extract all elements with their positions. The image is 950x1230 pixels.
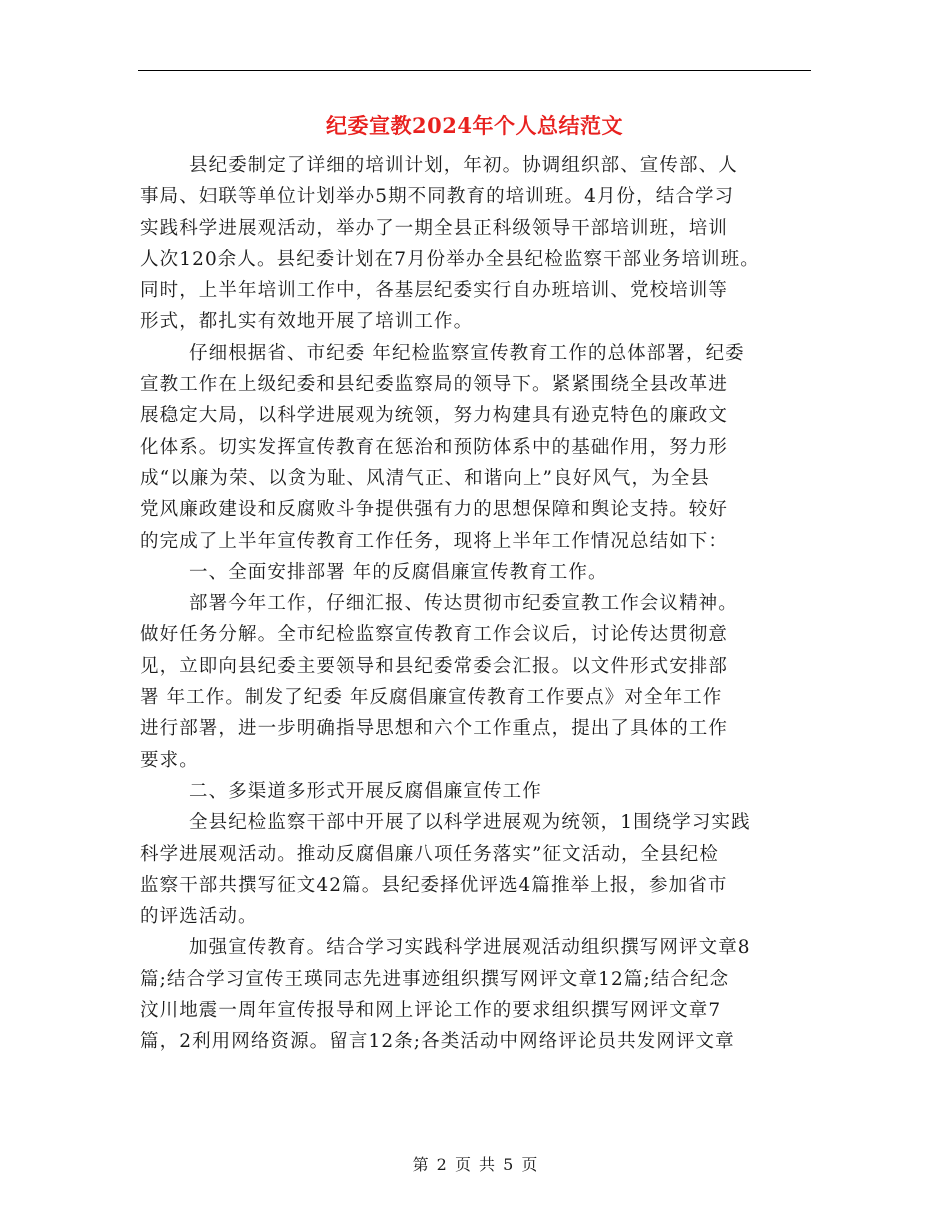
paragraph — [140, 807, 820, 932]
text-line: 部署今年工作，仔细汇报、传达贯彻市纪委宣教工作会议精神。 — [189, 593, 738, 615]
text-line: 要求。 — [140, 749, 199, 771]
text-line: 宣教工作在上级纪委和县纪委监察局的领导下。紧紧围绕全县改革进 — [140, 374, 729, 396]
text-line: 加强宣传教育。结合学习实践科学进展观活动组织撰写网评文章8 — [189, 937, 751, 959]
paragraph — [140, 150, 820, 338]
paragraph — [140, 932, 820, 1057]
document-title: 纪委宣教2024年个人总结范文 — [326, 113, 623, 138]
document-body — [140, 150, 820, 1058]
text-line: 县纪委制定了详细的培训计划，年初。协调组织部、宣传部、人 — [189, 155, 738, 176]
text-line: 二、多渠道多形式开展反腐倡廉宣传工作 — [189, 780, 542, 802]
text-line: 的评选活动。 — [140, 906, 258, 928]
text-line: 署 年工作。制发了纪委 年反腐倡廉宣传教育工作要点》对全年工作 — [140, 687, 723, 709]
text-line: 人次120余人。县纪委计划在7月份举办全县纪检监察干部业务培训班。 — [140, 248, 760, 270]
page-number-footer: 第 2 页 共 5 页 — [412, 1155, 538, 1174]
text-line: 篇，2利用网络资源。留言12条;各类活动中网络评论员共发网评文章 — [140, 1031, 735, 1053]
text-line: 汶川地震一周年宣传报导和网上评论工作的要求组织撰写网评文章7 — [140, 1000, 722, 1022]
paragraph — [140, 588, 820, 776]
text-line: 化体系。切实发挥宣传教育在惩治和预防体系中的基础作用，努力形 — [140, 436, 729, 458]
text-line: 实践科学进展观活动，举办了一期全县正科级领导干部培训班，培训 — [140, 217, 729, 239]
text-line: 事局、妇联等单位计划举办5期不同教育的培训班。4月份，结合学习 — [140, 186, 735, 208]
paragraph — [140, 776, 820, 807]
text-line: 全县纪检监察干部中开展了以科学进展观为统领，1围绕学习实践 — [189, 812, 751, 834]
text-line: 展稳定大局，以科学进展观为统领，努力构建具有逊克特色的廉政文 — [140, 405, 729, 427]
text-line: 的完成了上半年宣传教育工作任务，现将上半年工作情况总结如下： — [140, 530, 729, 552]
text-line: 见，立即向县纪委主要领导和县纪委常委会汇报。以文件形式安排部 — [140, 655, 729, 677]
header-rule — [138, 70, 811, 71]
paragraph — [140, 557, 820, 588]
text-line: 进行部署，进一步明确指导思想和六个工作重点，提出了具体的工作 — [140, 718, 729, 740]
text-line: 同时，上半年培训工作中，各基层纪委实行自办班培训、党校培训等 — [140, 280, 729, 302]
text-line: 篇;结合学习宣传王瑛同志先进事迹组织撰写网评文章12篇;结合纪念 — [140, 968, 730, 990]
text-line: 做好任务分解。全市纪检监察宣传教育工作会议后，讨论传达贯彻意 — [140, 624, 729, 646]
text-line: 仔细根据省、市纪委 年纪检监察宣传教育工作的总体部署，纪委 — [189, 342, 745, 364]
text-line: 一、全面安排部署 年的反腐倡廉宣传教育工作。 — [189, 561, 608, 583]
text-line: 成“以廉为荣、以贪为耻、风清气正、和谐向上”良好风气，为全县 — [140, 467, 710, 489]
text-line: 监察干部共撰写征文42篇。县纪委择优评选4篇推举上报，参加省市 — [140, 874, 728, 896]
text-line: 党风廉政建设和反腐败斗争提供强有力的思想保障和舆论支持。较好 — [140, 499, 729, 521]
text-line: 科学进展观活动。推动反腐倡廉八项任务落实”征文活动，全县纪检 — [140, 843, 719, 865]
paragraph — [140, 338, 820, 557]
text-line: 形式，都扎实有效地开展了培训工作。 — [140, 311, 474, 333]
